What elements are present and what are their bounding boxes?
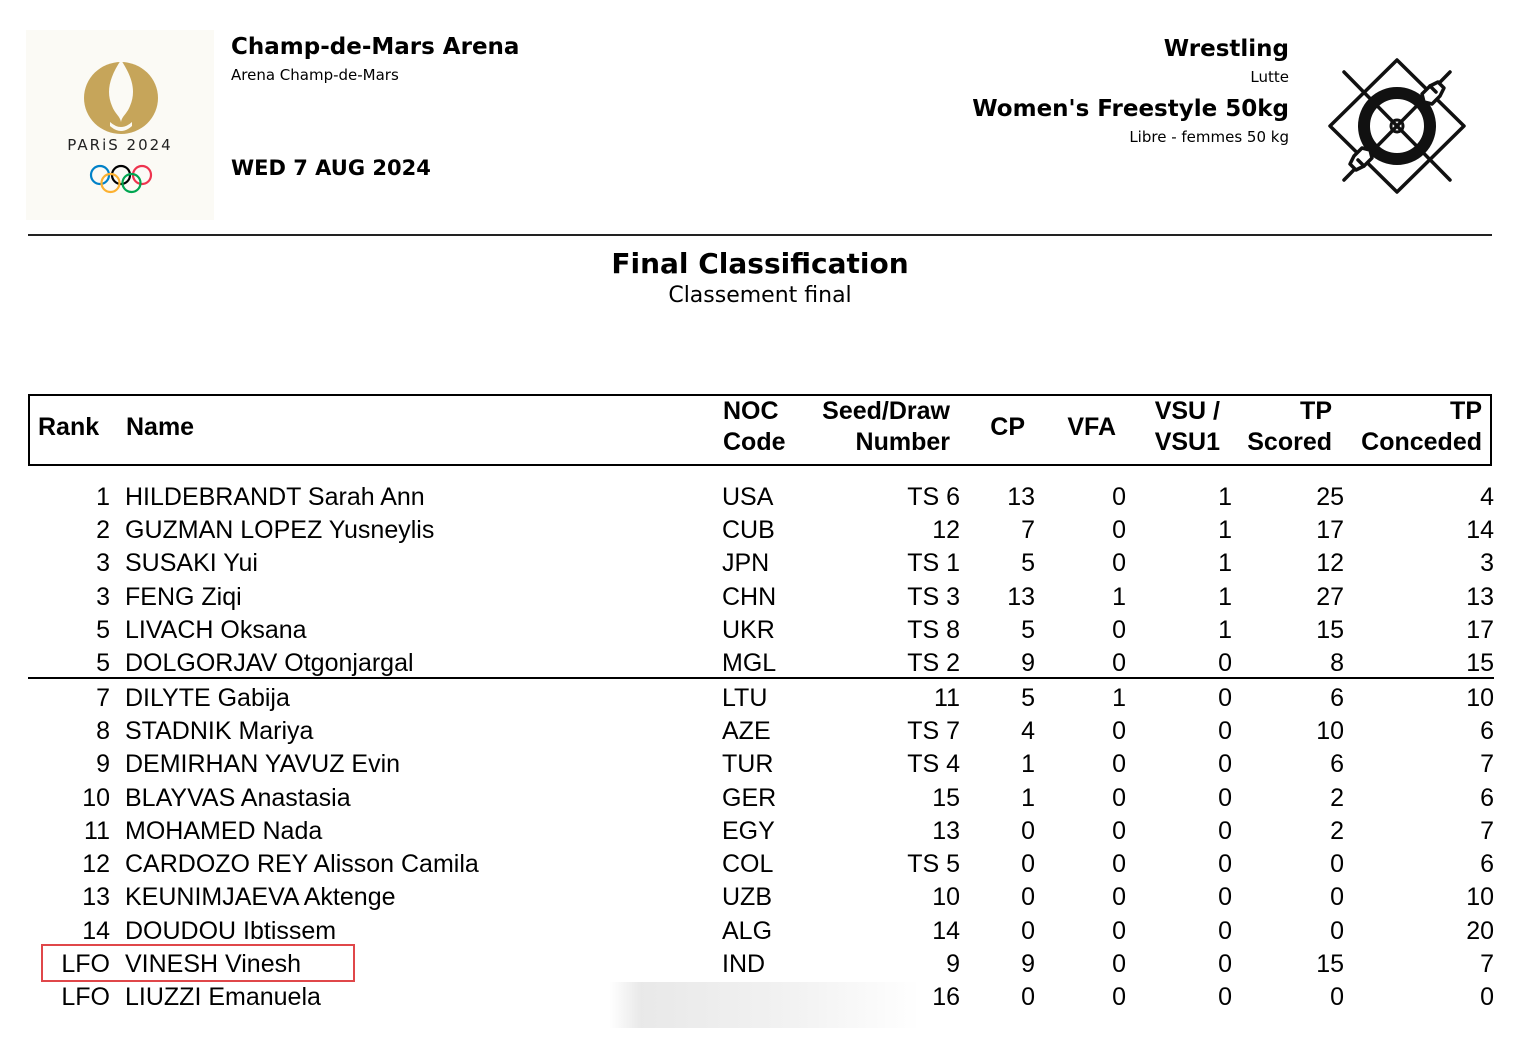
rank-cell: 3 [96, 549, 110, 577]
highlight-box [41, 944, 355, 982]
noc-cell: USA [722, 483, 774, 511]
noc-cell: LTU [722, 684, 768, 712]
cp-cell: 0 [1021, 983, 1035, 1011]
tp-conceded-cell: 10 [1466, 883, 1494, 911]
vsu-cell: 0 [1218, 784, 1232, 812]
cp-cell: 7 [1021, 516, 1035, 544]
seed-cell: TS 4 [907, 750, 960, 778]
event-name-fr: Libre - femmes 50 kg [1129, 128, 1289, 146]
vfa-cell: 0 [1112, 817, 1126, 845]
vsu-cell: 1 [1218, 516, 1232, 544]
name-cell: DEMIRHAN YAVUZ Evin [125, 750, 401, 778]
venue-name-fr: Arena Champ-de-Mars [231, 66, 399, 84]
tp-scored-cell: 2 [1330, 784, 1344, 812]
tp-conceded-cell: 0 [1480, 983, 1494, 1011]
cp-cell: 9 [1021, 649, 1035, 677]
rank-cell: 11 [84, 817, 110, 845]
cp-cell: 0 [1021, 850, 1035, 878]
header-divider [28, 234, 1492, 236]
noc-cell: JPN [722, 549, 770, 577]
seed-cell: 15 [932, 784, 960, 812]
noc-cell: CHN [722, 583, 777, 611]
cp-cell: 9 [1021, 950, 1035, 978]
tp-scored-cell: 6 [1330, 684, 1344, 712]
cp-cell: 4 [1021, 717, 1035, 745]
col-header-tp-conceded: TP Conceded [1361, 397, 1482, 456]
rank-cell: 10 [82, 784, 110, 812]
noc-cell: MGL [722, 649, 777, 677]
vsu-cell: 0 [1218, 850, 1232, 878]
vfa-cell: 0 [1112, 784, 1126, 812]
vsu-cell: 0 [1218, 950, 1232, 978]
vfa-cell: 0 [1112, 717, 1126, 745]
name-cell: GUZMAN LOPEZ Yusneylis [125, 516, 435, 544]
vsu-cell: 0 [1218, 717, 1232, 745]
vsu-cell: 1 [1218, 616, 1232, 644]
venue-name: Champ-de-Mars Arena [231, 34, 520, 60]
noc-cell: EGY [722, 817, 775, 845]
rank-cell: 8 [96, 717, 110, 745]
vsu-cell: 1 [1218, 549, 1232, 577]
tp-scored-cell: 0 [1330, 917, 1344, 945]
rank-cell: 7 [96, 684, 110, 712]
tp-conceded-cell: 6 [1480, 850, 1494, 878]
noc-cell: IND [722, 950, 766, 978]
vfa-cell: 0 [1112, 983, 1126, 1011]
vfa-cell: 0 [1112, 950, 1126, 978]
tp-scored-cell: 15 [1316, 950, 1344, 978]
rank-cell: 12 [82, 850, 110, 878]
logo-wordmark: PARiS 2024 [67, 136, 173, 154]
noc-cell: CUB [722, 516, 775, 544]
col-header-vfa: VFA [1067, 413, 1116, 441]
tp-conceded-cell: 7 [1480, 950, 1494, 978]
col-header-noc: NOC Code [723, 397, 786, 456]
name-cell: BLAYVAS Anastasia [125, 784, 351, 812]
tp-scored-cell: 17 [1316, 516, 1344, 544]
cp-cell: 0 [1021, 917, 1035, 945]
tp-conceded-cell: 17 [1466, 616, 1494, 644]
cp-cell: 1 [1021, 784, 1035, 812]
col-header-vsu: VSU / VSU1 [1154, 397, 1220, 456]
name-cell: HILDEBRANDT Sarah Ann [125, 483, 425, 511]
name-cell: FENG Ziqi [125, 583, 242, 611]
seed-cell: 10 [932, 883, 960, 911]
vsu-cell: 0 [1218, 684, 1232, 712]
event-date: WED 7 AUG 2024 [231, 156, 431, 180]
tp-conceded-cell: 7 [1480, 750, 1494, 778]
noc-cell: UZB [722, 883, 772, 911]
cp-cell: 1 [1021, 750, 1035, 778]
tp-scored-cell: 0 [1330, 850, 1344, 878]
rank-cell: 14 [82, 917, 110, 945]
name-cell: DILYTE Gabija [125, 684, 290, 712]
name-cell: STADNIK Mariya [125, 717, 314, 745]
vfa-cell: 0 [1112, 850, 1126, 878]
col-header-cp: CP [990, 413, 1025, 441]
tp-conceded-cell: 20 [1466, 917, 1494, 945]
vfa-cell: 0 [1112, 549, 1126, 577]
vsu-cell: 0 [1218, 883, 1232, 911]
vfa-cell: 1 [1112, 583, 1126, 611]
noc-cell: COL [722, 850, 774, 878]
seed-cell: 11 [934, 684, 960, 712]
noc-cell: GER [722, 784, 777, 812]
rank-cell: LFO [61, 950, 110, 978]
name-cell: DOUDOU Ibtissem [125, 917, 337, 945]
wrestling-pictogram-icon [1326, 56, 1468, 196]
vfa-cell: 0 [1112, 616, 1126, 644]
seed-cell: TS 6 [907, 483, 960, 511]
seed-cell: TS 8 [907, 616, 960, 644]
col-header-rank: Rank [38, 413, 100, 441]
seed-cell: 9 [946, 950, 960, 978]
rank-cell: 2 [96, 516, 110, 544]
vsu-cell: 0 [1218, 983, 1232, 1011]
noc-cell: UKR [722, 616, 775, 644]
page-title: Final Classification [611, 247, 909, 280]
name-cell: DOLGORJAV Otgonjargal [125, 649, 414, 677]
tp-scored-cell: 25 [1316, 483, 1344, 511]
tp-scored-cell: 12 [1316, 549, 1344, 577]
name-cell: LIVACH Oksana [125, 616, 307, 644]
rank-cell: 9 [96, 750, 110, 778]
cp-cell: 0 [1021, 817, 1035, 845]
name-cell: KEUNIMJAEVA Aktenge [125, 883, 396, 911]
vsu-cell: 0 [1218, 917, 1232, 945]
vfa-cell: 1 [1112, 684, 1126, 712]
cp-cell: 0 [1021, 883, 1035, 911]
vfa-cell: 0 [1112, 750, 1126, 778]
sport-name-fr: Lutte [1250, 68, 1289, 86]
cp-cell: 5 [1021, 684, 1035, 712]
noc-cell: TUR [722, 750, 774, 778]
tp-conceded-cell: 6 [1480, 784, 1494, 812]
tp-conceded-cell: 10 [1466, 684, 1494, 712]
cp-cell: 13 [1007, 483, 1035, 511]
seed-cell: 16 [932, 983, 960, 1011]
tp-scored-cell: 2 [1330, 817, 1344, 845]
col-header-name: Name [126, 413, 195, 441]
rank-cell: 3 [96, 583, 110, 611]
vsu-cell: 0 [1218, 750, 1232, 778]
cp-cell: 5 [1021, 549, 1035, 577]
tp-conceded-cell: 13 [1466, 583, 1494, 611]
name-cell: VINESH Vinesh [125, 950, 302, 978]
tp-conceded-cell: 3 [1480, 549, 1494, 577]
tp-conceded-cell: 6 [1480, 717, 1494, 745]
tp-conceded-cell: 4 [1480, 483, 1494, 511]
seed-cell: TS 2 [907, 649, 960, 677]
seed-cell: 13 [932, 817, 960, 845]
name-cell: SUSAKI Yui [125, 549, 258, 577]
vfa-cell: 0 [1112, 649, 1126, 677]
rank-cell: 5 [96, 616, 110, 644]
tp-scored-cell: 0 [1330, 883, 1344, 911]
olympic-flame-icon [26, 30, 214, 220]
tp-scored-cell: 27 [1316, 583, 1344, 611]
cp-cell: 5 [1021, 616, 1035, 644]
seed-cell: TS 5 [907, 850, 960, 878]
sport-name: Wrestling [1163, 36, 1289, 62]
tp-conceded-cell: 15 [1466, 649, 1494, 677]
page-subtitle: Classement final [668, 283, 852, 308]
tp-scored-cell: 15 [1316, 616, 1344, 644]
table-header [28, 394, 1492, 466]
blur-overlay [610, 982, 920, 1028]
vsu-cell: 0 [1218, 817, 1232, 845]
seed-cell: TS 7 [907, 717, 960, 745]
tp-conceded-cell: 14 [1466, 516, 1494, 544]
vfa-cell: 0 [1112, 883, 1126, 911]
vfa-cell: 0 [1112, 917, 1126, 945]
vsu-cell: 1 [1218, 483, 1232, 511]
col-header-seed: Seed/Draw Number [822, 397, 950, 456]
tp-scored-cell: 6 [1330, 750, 1344, 778]
event-name: Women's Freestyle 50kg [972, 96, 1289, 122]
medal-zone-divider [28, 677, 1494, 679]
seed-cell: TS 3 [907, 583, 960, 611]
noc-cell: ALG [722, 917, 773, 945]
vsu-cell: 1 [1218, 583, 1232, 611]
vsu-cell: 0 [1218, 649, 1232, 677]
tp-scored-cell: 0 [1330, 983, 1344, 1011]
cp-cell: 13 [1007, 583, 1035, 611]
tp-conceded-cell: 7 [1480, 817, 1494, 845]
vfa-cell: 0 [1112, 483, 1126, 511]
rank-cell: LFO [61, 983, 110, 1011]
noc-cell: AZE [722, 717, 771, 745]
vfa-cell: 0 [1112, 516, 1126, 544]
name-cell: CARDOZO REY Alisson Camila [125, 850, 479, 878]
rank-cell: 5 [96, 649, 110, 677]
rank-cell: 13 [82, 883, 110, 911]
tp-scored-cell: 10 [1316, 717, 1344, 745]
tp-scored-cell: 8 [1330, 649, 1344, 677]
rank-cell: 1 [96, 483, 110, 511]
seed-cell: 12 [932, 516, 960, 544]
name-cell: MOHAMED Nada [125, 817, 323, 845]
col-header-tp-scored: TP Scored [1247, 397, 1332, 456]
seed-cell: 14 [932, 917, 960, 945]
name-cell: LIUZZI Emanuela [125, 983, 321, 1011]
seed-cell: TS 1 [907, 549, 960, 577]
paris-2024-logo [26, 30, 214, 220]
